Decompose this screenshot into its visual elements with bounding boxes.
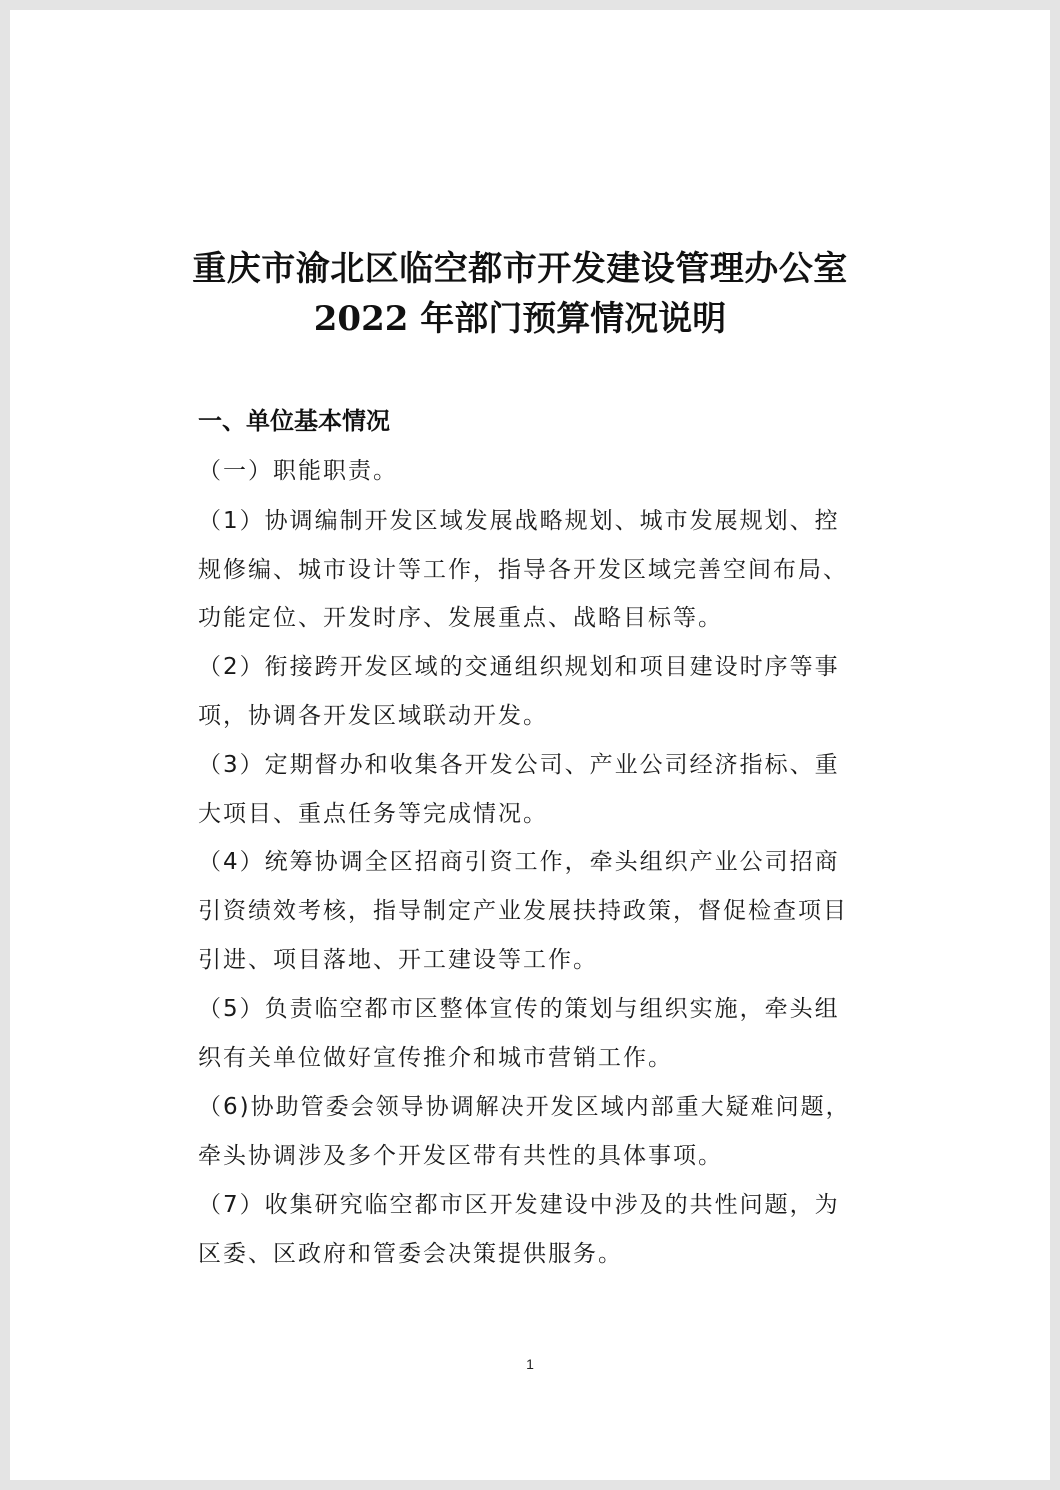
- body-line: （1）协调编制开发区域发展战略规划、城市发展规划、控: [198, 508, 840, 534]
- body-line: （3）定期督办和收集各开发公司、产业公司经济指标、重: [198, 752, 840, 778]
- body-line: 织有关单位做好宣传推介和城市营销工作。: [198, 1045, 673, 1071]
- body-line: 功能定位、开发时序、发展重点、战略目标等。: [198, 605, 723, 631]
- section-heading: 一、单位基本情况: [198, 407, 390, 435]
- body-line: （5）负责临空都市区整体宣传的策划与组织实施，牵头组: [198, 996, 840, 1022]
- body-line: 大项目、重点任务等完成情况。: [198, 801, 548, 827]
- body-line: （2）衔接跨开发区域的交通组织规划和项目建设时序等事: [198, 654, 840, 680]
- body-line: （4）统筹协调全区招商引资工作，牵头组织产业公司招商: [198, 849, 840, 875]
- body-line: 引进、项目落地、开工建设等工作。: [198, 947, 598, 973]
- body-line: （6)协助管委会领导协调解决开发区域内部重大疑难问题，: [198, 1094, 851, 1120]
- body-line: 区委、区政府和管委会决策提供服务。: [198, 1241, 623, 1267]
- body-line: （7）收集研究临空都市区开发建设中涉及的共性问题，为: [198, 1192, 840, 1218]
- body-line: 项，协调各开发区域联动开发。: [198, 703, 548, 729]
- page-number: 1: [526, 1356, 534, 1372]
- document-title-line-1: 重庆市渝北区临空都市开发建设管理办公室: [192, 249, 848, 289]
- document-title-line-2: 2022 年部门预算情况说明: [313, 299, 727, 339]
- body-line: 规修编、城市设计等工作，指导各开发区域完善空间布局、: [198, 557, 848, 583]
- body-line: 引资绩效考核，指导制定产业发展扶持政策，督促检查项目: [198, 898, 848, 924]
- body-line: 牵头协调涉及多个开发区带有共性的具体事项。: [198, 1143, 723, 1169]
- subsection-heading: （一）职能职责。: [198, 458, 398, 484]
